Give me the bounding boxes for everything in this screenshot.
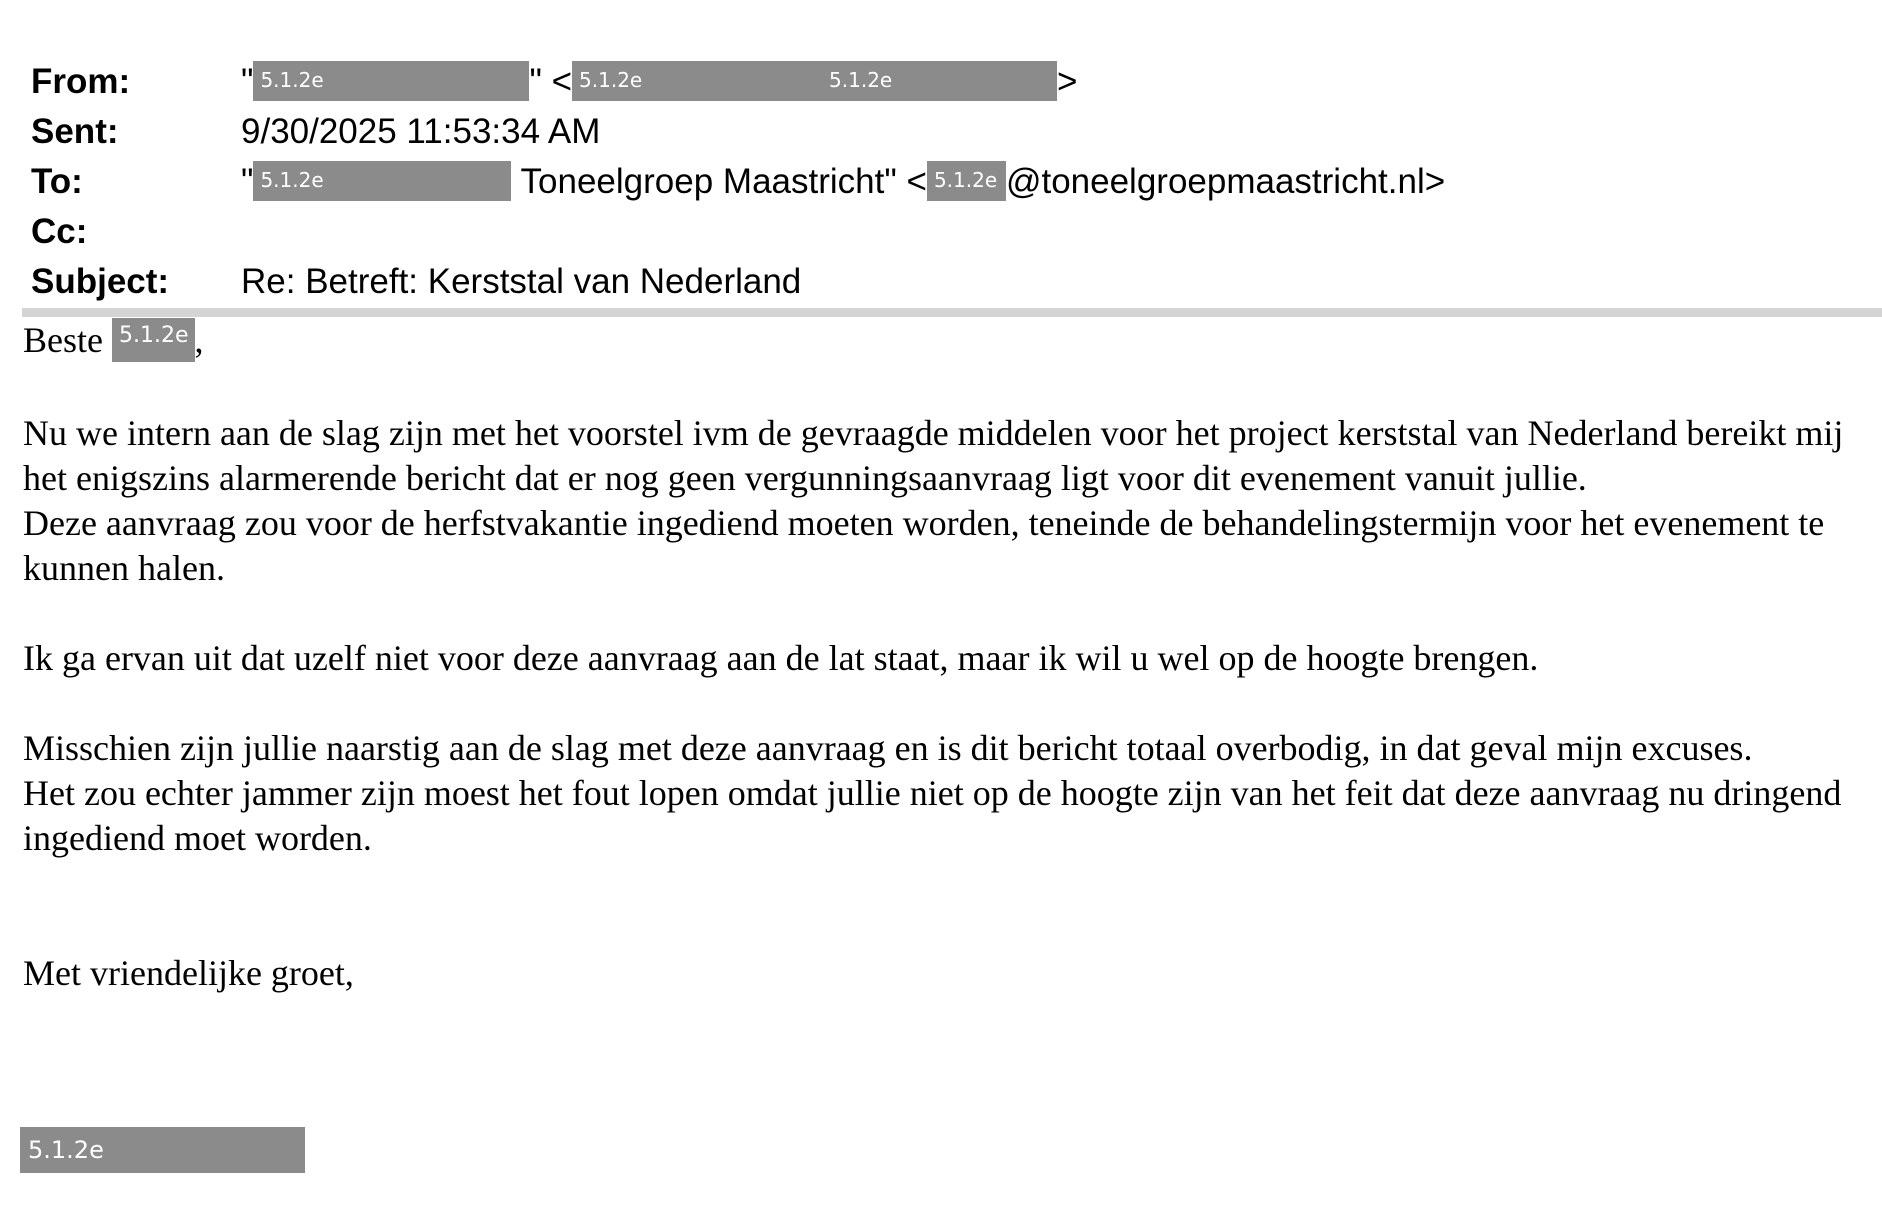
subject-label: Subject: bbox=[31, 262, 170, 301]
to-value bbox=[241, 157, 1445, 207]
paragraph-5: Het zou echter jammer zijn moest het fout lopen omdat jullie niet op de hoogte zijn van het feit dat deze aanvraag nu dringend ingediend moet worden. bbox=[23, 772, 1842, 858]
paragraph-3: Ik ga ervan uit dat uzelf niet voor deze aanvraag aan de lat staat, maar ik wil u wel op de hoogte brengen. bbox=[23, 637, 1539, 678]
spacer bbox=[23, 366, 1878, 411]
from-angle-close: > bbox=[1057, 62, 1078, 101]
greeting bbox=[23, 318, 1878, 366]
to-row bbox=[0, 157, 1882, 207]
spacer bbox=[23, 861, 1878, 906]
from-email-redaction-1: 5.1.2e bbox=[572, 61, 822, 101]
closing: Met vriendelijke groet, bbox=[23, 952, 354, 993]
to-name-redaction: 5.1.2e bbox=[253, 161, 511, 201]
greeting-prefix: Beste bbox=[23, 320, 112, 360]
paragraph-4: Misschien zijn jullie naarstig aan de slag met deze aanvraag en is dit bericht totaal overbodig, in dat geval mijn excuses. bbox=[23, 727, 1753, 768]
greeting-redaction: 5.1.2e bbox=[112, 318, 195, 362]
to-name-rest: Toneelgroep Maastricht" < bbox=[511, 162, 927, 201]
from-email-redaction-2: 5.1.2e bbox=[822, 61, 1057, 101]
spacer bbox=[23, 591, 1878, 636]
email-body bbox=[23, 318, 1878, 996]
from-row bbox=[0, 57, 1882, 107]
from-quote-close: " < bbox=[529, 62, 573, 101]
greeting-suffix: , bbox=[194, 320, 204, 360]
to-quote-open: " bbox=[241, 162, 254, 201]
header-separator bbox=[22, 308, 1882, 317]
signature-redaction: 5.1.2e bbox=[20, 1127, 305, 1173]
paragraph-2: Deze aanvraag zou voor de herfstvakantie ingediend moeten worden, teneinde de behandelingstermijn voor het evenement te kunnen halen. bbox=[23, 502, 1825, 588]
to-email-redaction: 5.1.2e bbox=[927, 161, 1006, 201]
sent-value: 9/30/2025 11:53:34 AM bbox=[241, 112, 601, 151]
paragraph-1: Nu we intern aan de slag zijn met het voorstel ivm de gevraagde middelen voor het project kerststal van Nederland bereikt mij het enigszins alarmerende bericht dat er nog geen vergunningsaanvraag ligt voor dit evenement vanuit jullie. bbox=[23, 412, 1844, 498]
to-email-rest: @toneelgroepmaastricht.nl> bbox=[1005, 162, 1446, 201]
to-label: To: bbox=[31, 162, 83, 201]
cc-label: Cc: bbox=[31, 212, 88, 251]
spacer bbox=[23, 681, 1878, 726]
from-value bbox=[241, 57, 1077, 107]
from-name-redaction: 5.1.2e bbox=[253, 61, 529, 101]
subject-value: Re: Betreft: Kerststal van Nederland bbox=[241, 262, 802, 301]
subject-row bbox=[0, 257, 1882, 307]
sent-row bbox=[0, 107, 1882, 157]
spacer bbox=[23, 906, 1878, 951]
sent-label: Sent: bbox=[31, 112, 119, 151]
cc-row bbox=[0, 207, 1882, 257]
from-label: From: bbox=[31, 62, 131, 101]
from-quote-open: " bbox=[241, 62, 254, 101]
